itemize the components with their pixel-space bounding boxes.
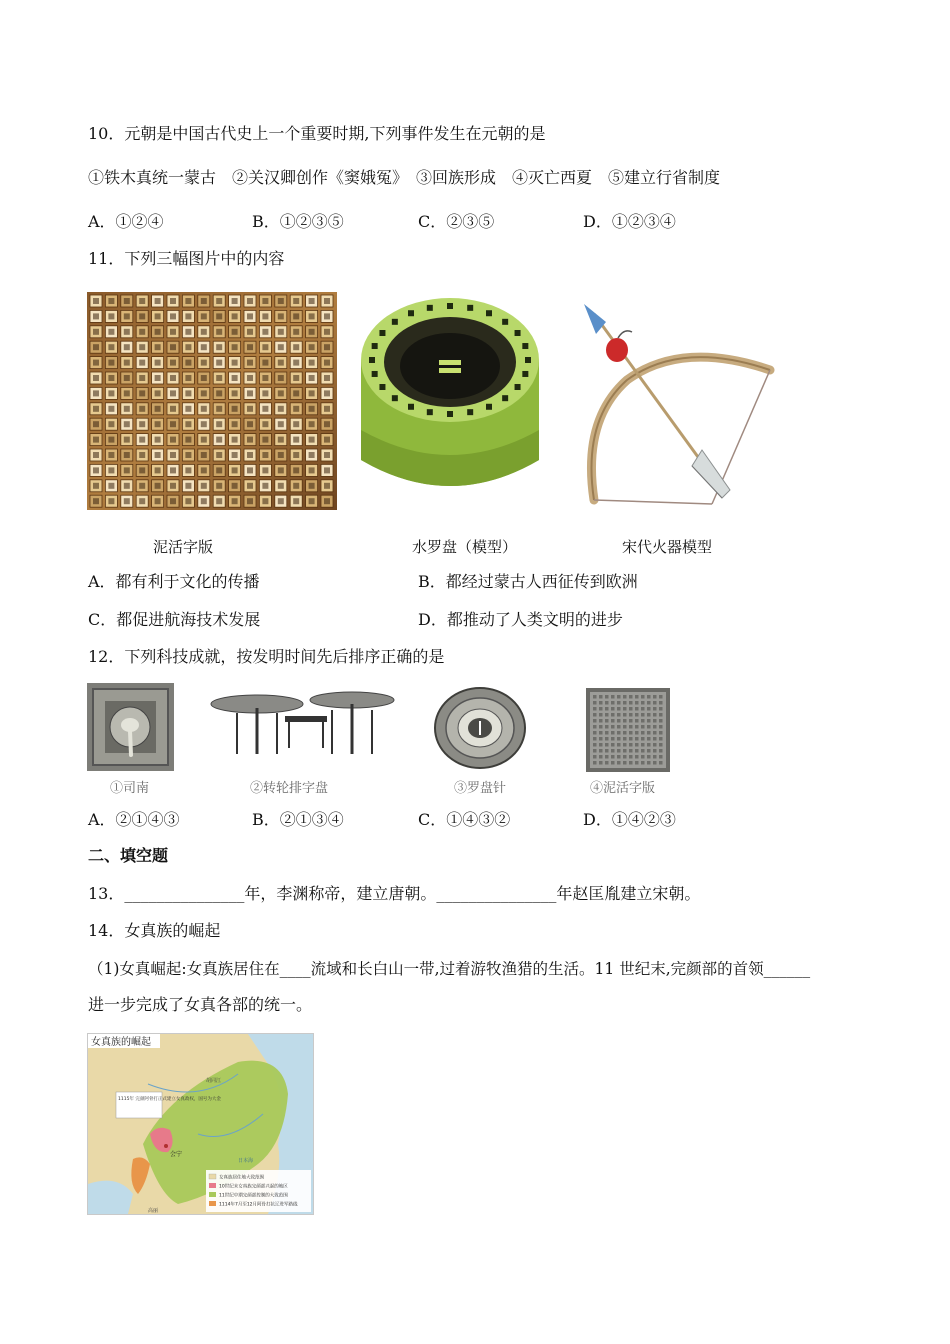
clay-type-plate-icon: [87, 292, 337, 510]
q12-stem: 12．下列科技成就，按发明时间先后排序正确的是: [88, 647, 445, 666]
map-label-sea: 日本海: [238, 1158, 254, 1164]
q14-line2: 进一步完成了女真各部的统一。: [88, 995, 313, 1014]
clay-type-small-image: [586, 688, 670, 772]
q10-option-c[interactable]: C．②③⑤: [418, 212, 495, 231]
compass-needle-image: [432, 685, 528, 771]
clay-type-plate-small-icon: [586, 688, 670, 772]
section-title-fill-in: 二、填空题: [88, 846, 169, 865]
q12-caption-sinan: ①司南: [110, 781, 150, 796]
q10-stem: 10．元朝是中国古代史上一个重要时期,下列事件发生在元朝的是: [88, 124, 546, 143]
q10-option-d[interactable]: D．①②③④: [583, 212, 676, 231]
q14-stem: 14．女真族的崛起: [88, 921, 221, 940]
map-label-huining: 会宁: [170, 1151, 183, 1158]
q11-caption-clay-type: 泥活字版: [153, 538, 214, 556]
rotary-typecase-image: [207, 688, 397, 760]
q12-option-d[interactable]: D．①④②③: [583, 810, 676, 829]
map-annotation-1115: 1115年 完颜阿骨打正式建立女真政权，国号为大金: [118, 1097, 221, 1102]
q10-option-b[interactable]: B．①②③⑤: [252, 212, 344, 231]
huining-marker: [164, 1144, 168, 1148]
q10-option-a[interactable]: A．①②④: [88, 212, 164, 231]
q12-caption-typecase: ②转轮排字盘: [250, 781, 329, 796]
q12-caption-clay-type: ④泥活字版: [590, 781, 656, 796]
song-firearm-model-image: [572, 300, 778, 515]
map-legend-4: 1114年7月至12月阿骨打抗辽进军路线: [219, 1202, 298, 1208]
map-label-goryeo: 高丽: [148, 1208, 159, 1214]
q14-line1[interactable]: （1)女真崛起:女真族居住在____流域和长白山一带,过着游牧渔猎的生活。11 世纪末,完颜部的首领______: [88, 960, 811, 978]
bow-arrow-icon: [572, 300, 778, 515]
sinan-image: [87, 683, 174, 771]
clay-type-plate-image: [87, 292, 337, 510]
q13-text[interactable]: 13．_______________年，李渊称帝，建立唐朝。_______________年赵匡胤建立宋朝。: [88, 884, 701, 903]
map-legend-2: 10世纪末女真族完颜部兴起的地区: [219, 1184, 288, 1190]
q11-option-a[interactable]: A．都有利于文化的传播: [88, 572, 260, 591]
rotary-typecase-icon: [207, 688, 397, 760]
jurchen-map-svg: [88, 1034, 313, 1214]
q12-option-c[interactable]: C．①④③②: [418, 810, 511, 829]
water-compass-image: [349, 290, 552, 512]
map-legend-3: 11世纪中期完颜部控制的大致范围: [219, 1193, 288, 1199]
q12-option-a[interactable]: A．②①④③: [88, 810, 180, 829]
q11-option-d[interactable]: D．都推动了人类文明的进步: [418, 610, 623, 629]
q11-caption-firearm: 宋代火器模型: [622, 538, 713, 556]
q10-items: ①铁木真统一蒙古 ②关汉卿创作《窦娥冤》 ③回族形成 ④灭亡西夏 ⑤建立行省制度: [88, 168, 721, 187]
q11-option-c[interactable]: C．都促进航海技术发展: [88, 610, 261, 629]
water-compass-icon: [349, 290, 552, 512]
map-legend-1: 女真族居住地大致范围: [219, 1175, 264, 1181]
map-title: 女真族的崛起: [91, 1037, 151, 1048]
luopan-compass-icon: [432, 685, 528, 771]
sinan-spoon-icon: [87, 683, 174, 771]
q12-option-b[interactable]: B．②①③④: [252, 810, 344, 829]
q11-caption-water-compass: 水罗盘（模型）: [412, 538, 518, 556]
q11-option-b[interactable]: B．都经过蒙古人西征传到欧洲: [418, 572, 638, 591]
jurchen-rise-map: [87, 1033, 314, 1215]
q11-stem: 11．下列三幅图片中的内容: [88, 249, 285, 268]
map-label-river: 胡同江: [206, 1078, 222, 1084]
q12-caption-compass: ③罗盘针: [454, 781, 507, 796]
